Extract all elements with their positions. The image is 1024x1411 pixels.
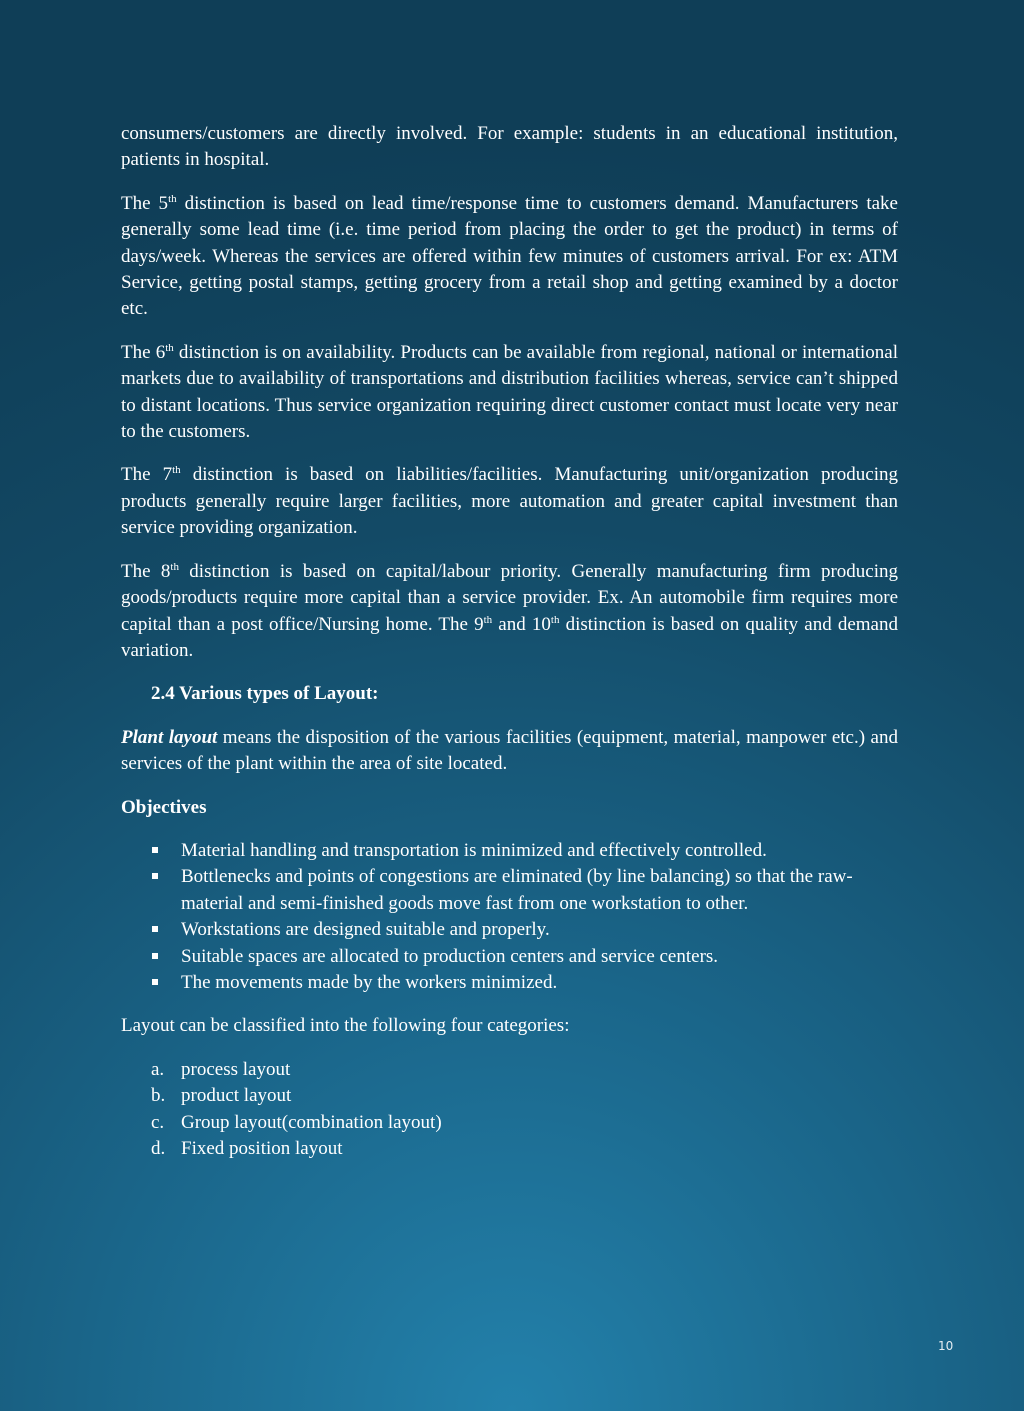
categories-intro: Layout can be classified into the following four categories: (121, 1015, 570, 1037)
list-item: Material handling and transportation is minimized and effectively controlled. (121, 838, 898, 864)
paragraph-eighth-distinction: The 8th distinction is based on capital/labour priority. Generally manufacturing firm producing goods/products require more capital than a service provider. Ex. An automobile firm requires more capital than a post office/Nursing home. The 9th and 10th distinction is based on quality and demand variation. (121, 560, 898, 661)
square-bullet-icon (152, 847, 158, 853)
plant-layout-definition: Plant layout means the disposition of the various facilities (equipment, material, manpower etc.) and services of the plant within the area of site located. (121, 726, 898, 775)
square-bullet-icon (152, 873, 158, 879)
list-item: Workstations are designed suitable and properly. (121, 917, 898, 943)
paragraph-sixth-distinction: The 6th distinction is on availability. Products can be available from regional, national or international markets due to availability of transportations and distribution facilities whereas, service can’t shipped to distant locations. Thus service organization requiring direct customer contact must locate very near to the customers. (121, 341, 898, 443)
section-heading: 2.4 Various types of Layout: (151, 683, 379, 705)
list-item: Bottlenecks and points of congestions are eliminated (by line balancing) so that the raw-material and semi-finished goods move fast from one workstation to other. (121, 864, 898, 917)
paragraph-seventh-distinction: The 7th distinction is based on liabilities/facilities. Manufacturing unit/organization producing products generally require larger facilities, more automation and greater capital investment than service providing organization. (121, 464, 898, 539)
square-bullet-icon (152, 926, 158, 932)
objectives-title: Objectives (121, 796, 207, 818)
list-marker: c. (151, 1111, 165, 1133)
list-item: c. Group layout(combination layout) (121, 1110, 898, 1136)
list-marker: a. (151, 1058, 165, 1080)
list-item: a. process layout (121, 1057, 898, 1083)
square-bullet-icon (152, 979, 158, 985)
list-marker: d. (151, 1138, 166, 1159)
page-number: 10 (938, 1339, 954, 1353)
square-bullet-icon (152, 953, 158, 959)
intro-paragraph: consumers/customers are directly involved. For example: students in an educational institution, patients in hospital. (121, 123, 898, 171)
paragraph-fifth-distinction: The 5th distinction is based on lead time/response time to customers demand. Manufacturers take generally some lead time (i.e. time period from placing the order to get the product) in terms of days/week. Whereas the services are offered within few minutes of customers arrival. For ex: ATM Service, getting postal stamps, getting grocery from a retail shop and getting examined by a doctor etc. (121, 192, 898, 320)
list-item: Suitable spaces are allocated to production centers and service centers. (121, 944, 898, 970)
list-item: d. Fixed position layout (121, 1136, 898, 1162)
page-content (121, 121, 898, 1162)
categories-list (121, 1057, 898, 1163)
list-item: The movements made by the workers minimized. (121, 970, 898, 996)
list-marker: b. (151, 1085, 166, 1107)
objectives-list (121, 838, 898, 996)
list-item: b. product layout (121, 1083, 898, 1109)
plant-layout-term: Plant layout (121, 726, 218, 748)
